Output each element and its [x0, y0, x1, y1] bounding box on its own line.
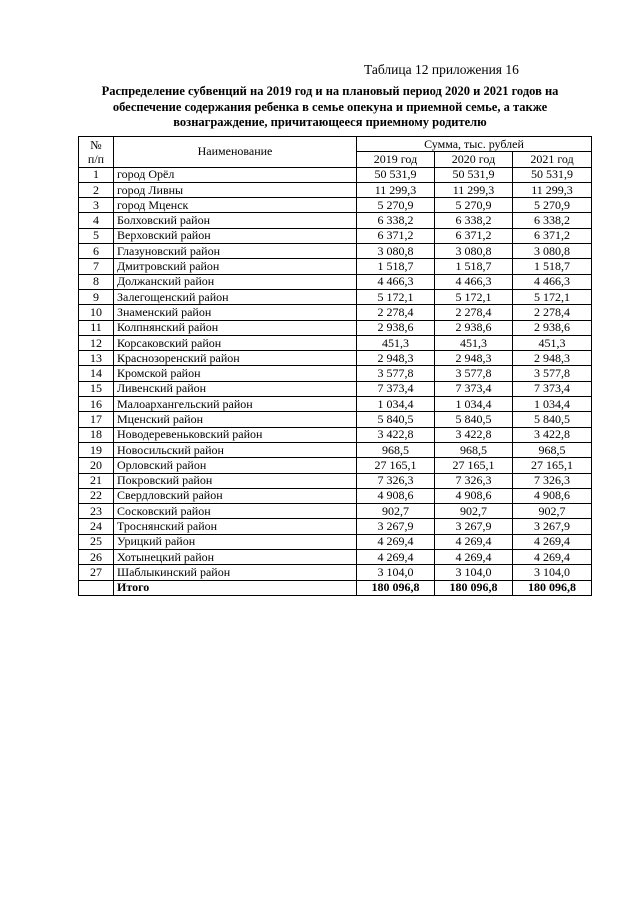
- row-value-2020: 6 371,2: [435, 228, 513, 243]
- column-header-year-2021: 2021 год: [513, 152, 592, 167]
- total-value-2020: 180 096,8: [435, 580, 513, 595]
- row-value-2020: 3 422,8: [435, 427, 513, 442]
- row-value-2019: 4 466,3: [357, 274, 435, 289]
- row-value-2019: 1 034,4: [357, 397, 435, 412]
- row-number: 12: [79, 335, 114, 350]
- row-number: 14: [79, 366, 114, 381]
- row-value-2020: 2 278,4: [435, 305, 513, 320]
- row-value-2020: 27 165,1: [435, 458, 513, 473]
- row-value-2021: 50 531,9: [513, 167, 592, 182]
- total-value-2021: 180 096,8: [513, 580, 592, 595]
- row-value-2021: 4 908,6: [513, 488, 592, 503]
- row-name: Ливенский район: [114, 381, 357, 396]
- table-row: [79, 305, 592, 320]
- table-row: [79, 473, 592, 488]
- table-row: [79, 442, 592, 457]
- table-row: [79, 458, 592, 473]
- appendix-table-label: Таблица 12 приложения 16: [364, 62, 519, 77]
- column-header-year-2019: 2019 год: [357, 152, 435, 167]
- row-value-2020: 4 269,4: [435, 534, 513, 549]
- row-value-2021: 3 422,8: [513, 427, 592, 442]
- row-name: Новосильский район: [114, 442, 357, 457]
- row-value-2019: 5 840,5: [357, 412, 435, 427]
- table-row: [79, 366, 592, 381]
- row-number: 15: [79, 381, 114, 396]
- table-row: [79, 351, 592, 366]
- row-value-2019: 902,7: [357, 504, 435, 519]
- column-header-number-line2: п/п: [87, 151, 105, 166]
- row-value-2021: 3 104,0: [513, 565, 592, 580]
- table-row: [79, 550, 592, 565]
- row-value-2019: 1 518,7: [357, 259, 435, 274]
- row-value-2020: 5 270,9: [435, 198, 513, 213]
- row-value-2019: 451,3: [357, 335, 435, 350]
- row-value-2021: 6 371,2: [513, 228, 592, 243]
- row-number: 11: [79, 320, 114, 335]
- total-label: Итого: [114, 580, 357, 595]
- row-value-2019: 27 165,1: [357, 458, 435, 473]
- row-value-2020: 11 299,3: [435, 182, 513, 197]
- row-value-2019: 50 531,9: [357, 167, 435, 182]
- row-value-2019: 2 938,6: [357, 320, 435, 335]
- row-value-2021: 4 269,4: [513, 534, 592, 549]
- table-row: [79, 519, 592, 534]
- row-number: 3: [79, 198, 114, 213]
- row-number: 25: [79, 534, 114, 549]
- row-value-2019: 4 269,4: [357, 550, 435, 565]
- row-value-2021: 6 338,2: [513, 213, 592, 228]
- row-value-2021: 902,7: [513, 504, 592, 519]
- row-value-2021: 4 466,3: [513, 274, 592, 289]
- row-name: Свердловский район: [114, 488, 357, 503]
- row-value-2021: 7 373,4: [513, 381, 592, 396]
- table-row: [79, 289, 592, 304]
- row-name: Краснозоренский район: [114, 351, 357, 366]
- row-name: город Мценск: [114, 198, 357, 213]
- table-body: [79, 167, 592, 580]
- table-row: [79, 228, 592, 243]
- row-value-2020: 7 373,4: [435, 381, 513, 396]
- row-name: Знаменский район: [114, 305, 357, 320]
- table-row: [79, 259, 592, 274]
- table-row: [79, 381, 592, 396]
- row-value-2020: 6 338,2: [435, 213, 513, 228]
- row-number: 10: [79, 305, 114, 320]
- table-row: [79, 534, 592, 549]
- subvention-table: [78, 136, 592, 596]
- table-row: [79, 167, 592, 182]
- row-value-2020: 902,7: [435, 504, 513, 519]
- table-row: [79, 397, 592, 412]
- row-name: Урицкий район: [114, 534, 357, 549]
- table-row: [79, 274, 592, 289]
- row-number: 17: [79, 412, 114, 427]
- row-number: 19: [79, 442, 114, 457]
- table-row: [79, 504, 592, 519]
- table-row: [79, 320, 592, 335]
- row-value-2019: 6 338,2: [357, 213, 435, 228]
- row-value-2020: 2 938,6: [435, 320, 513, 335]
- row-name: Болховский район: [114, 213, 357, 228]
- row-name: город Орёл: [114, 167, 357, 182]
- row-value-2020: 4 466,3: [435, 274, 513, 289]
- row-name: Верховский район: [114, 228, 357, 243]
- row-value-2020: 50 531,9: [435, 167, 513, 182]
- row-name: Троснянский район: [114, 519, 357, 534]
- row-name: Кромской район: [114, 366, 357, 381]
- row-number: 5: [79, 228, 114, 243]
- row-value-2019: 6 371,2: [357, 228, 435, 243]
- row-number: 1: [79, 167, 114, 182]
- row-value-2021: 27 165,1: [513, 458, 592, 473]
- column-header-name: Наименование: [114, 137, 357, 168]
- row-value-2019: 3 104,0: [357, 565, 435, 580]
- total-row: [79, 580, 592, 595]
- row-value-2020: 5 172,1: [435, 289, 513, 304]
- row-name: Дмитровский район: [114, 259, 357, 274]
- row-value-2020: 1 034,4: [435, 397, 513, 412]
- table-row: [79, 335, 592, 350]
- row-name: Малоархангельский район: [114, 397, 357, 412]
- row-number: 13: [79, 351, 114, 366]
- table-row: [79, 244, 592, 259]
- row-value-2019: 11 299,3: [357, 182, 435, 197]
- total-number-cell: [79, 580, 114, 595]
- row-value-2021: 4 269,4: [513, 550, 592, 565]
- row-name: Залегощенский район: [114, 289, 357, 304]
- document-title: Распределение субвенций на 2019 год и на плановый период 2020 и 2021 годов на обеспечение содержания ребенка в семье опекуна и приемной семье, а также вознаграждение, причитающееся приемному родителю: [101, 84, 559, 129]
- row-value-2020: 2 948,3: [435, 351, 513, 366]
- row-number: 6: [79, 244, 114, 259]
- row-value-2020: 3 267,9: [435, 519, 513, 534]
- column-header-sum: Сумма, тыс. рублей: [357, 137, 592, 152]
- row-number: 2: [79, 182, 114, 197]
- row-value-2021: 3 267,9: [513, 519, 592, 534]
- row-name: Хотынецкий район: [114, 550, 357, 565]
- row-name: Новодеревеньковский район: [114, 427, 357, 442]
- row-name: Орловский район: [114, 458, 357, 473]
- row-value-2019: 968,5: [357, 442, 435, 457]
- row-name: Шаблыкинский район: [114, 565, 357, 580]
- row-value-2021: 968,5: [513, 442, 592, 457]
- row-name: Должанский район: [114, 274, 357, 289]
- row-value-2021: 5 840,5: [513, 412, 592, 427]
- row-value-2020: 4 908,6: [435, 488, 513, 503]
- row-value-2019: 2 948,3: [357, 351, 435, 366]
- row-value-2021: 5 172,1: [513, 289, 592, 304]
- column-header-year-2020: 2020 год: [435, 152, 513, 167]
- row-value-2021: 5 270,9: [513, 198, 592, 213]
- column-header-number: [79, 137, 114, 168]
- row-value-2021: 2 948,3: [513, 351, 592, 366]
- row-value-2020: 7 326,3: [435, 473, 513, 488]
- row-value-2021: 7 326,3: [513, 473, 592, 488]
- table-row: [79, 182, 592, 197]
- row-number: 7: [79, 259, 114, 274]
- row-value-2019: 5 270,9: [357, 198, 435, 213]
- row-value-2019: 4 908,6: [357, 488, 435, 503]
- table-row: [79, 427, 592, 442]
- row-value-2019: 7 373,4: [357, 381, 435, 396]
- table-header: [79, 137, 592, 168]
- table-row: [79, 412, 592, 427]
- row-value-2019: 5 172,1: [357, 289, 435, 304]
- row-number: 27: [79, 565, 114, 580]
- row-value-2020: 451,3: [435, 335, 513, 350]
- row-number: 9: [79, 289, 114, 304]
- row-value-2020: 5 840,5: [435, 412, 513, 427]
- row-name: Покровский район: [114, 473, 357, 488]
- row-number: 22: [79, 488, 114, 503]
- row-value-2020: 3 104,0: [435, 565, 513, 580]
- row-value-2021: 451,3: [513, 335, 592, 350]
- row-number: 20: [79, 458, 114, 473]
- row-value-2020: 3 080,8: [435, 244, 513, 259]
- row-value-2020: 3 577,8: [435, 366, 513, 381]
- row-value-2020: 968,5: [435, 442, 513, 457]
- row-value-2021: 1 034,4: [513, 397, 592, 412]
- row-value-2021: 3 080,8: [513, 244, 592, 259]
- table-row: [79, 213, 592, 228]
- row-name: Колпнянский район: [114, 320, 357, 335]
- table-row: [79, 488, 592, 503]
- row-value-2021: 2 278,4: [513, 305, 592, 320]
- row-value-2019: 7 326,3: [357, 473, 435, 488]
- row-number: 26: [79, 550, 114, 565]
- table-row: [79, 565, 592, 580]
- row-name: Сосковский район: [114, 504, 357, 519]
- row-value-2020: 1 518,7: [435, 259, 513, 274]
- row-value-2019: 4 269,4: [357, 534, 435, 549]
- row-number: 8: [79, 274, 114, 289]
- row-number: 23: [79, 504, 114, 519]
- row-value-2021: 2 938,6: [513, 320, 592, 335]
- row-value-2021: 11 299,3: [513, 182, 592, 197]
- row-name: Корсаковский район: [114, 335, 357, 350]
- row-value-2019: 2 278,4: [357, 305, 435, 320]
- row-name: город Ливны: [114, 182, 357, 197]
- row-value-2019: 3 267,9: [357, 519, 435, 534]
- row-value-2019: 3 577,8: [357, 366, 435, 381]
- row-number: 18: [79, 427, 114, 442]
- row-value-2019: 3 080,8: [357, 244, 435, 259]
- row-number: 24: [79, 519, 114, 534]
- row-number: 4: [79, 213, 114, 228]
- row-name: Глазуновский район: [114, 244, 357, 259]
- row-value-2020: 4 269,4: [435, 550, 513, 565]
- row-number: 21: [79, 473, 114, 488]
- table-row: [79, 198, 592, 213]
- column-header-number-line1: №: [90, 137, 102, 152]
- row-value-2021: 1 518,7: [513, 259, 592, 274]
- row-name: Мценский район: [114, 412, 357, 427]
- row-value-2021: 3 577,8: [513, 366, 592, 381]
- row-value-2019: 3 422,8: [357, 427, 435, 442]
- total-value-2019: 180 096,8: [357, 580, 435, 595]
- row-number: 16: [79, 397, 114, 412]
